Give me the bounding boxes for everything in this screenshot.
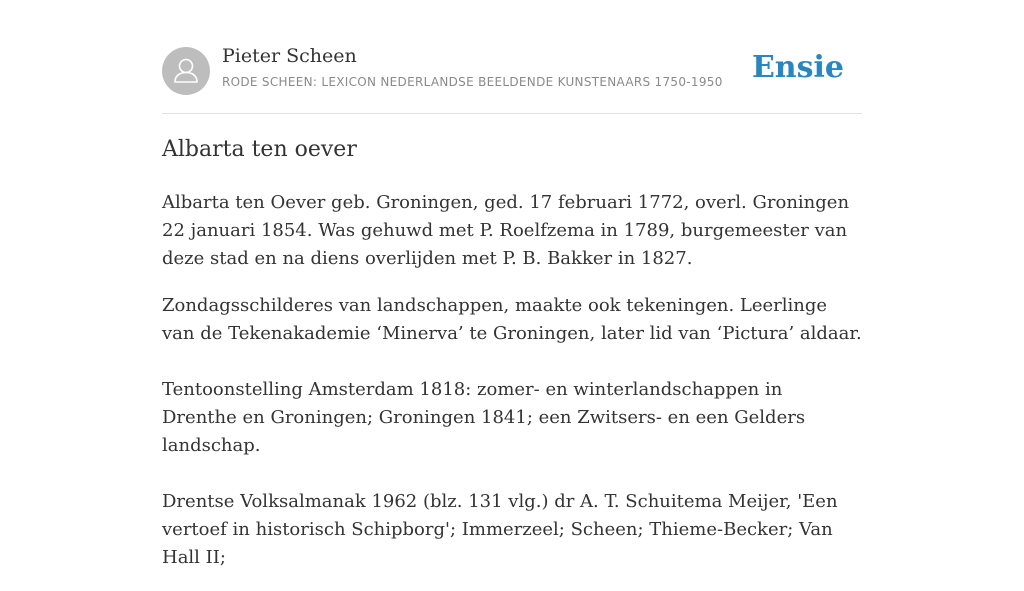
author-name[interactable]: Pieter Scheen xyxy=(222,45,357,67)
article-header xyxy=(162,0,862,114)
article-body xyxy=(162,189,862,591)
content-column xyxy=(162,0,862,568)
user-icon xyxy=(162,47,210,95)
paragraph-exhibitions: Tentoonstelling Amsterdam 1818: zomer- en winterlandschappen in Drenthe en Groningen; Groningen 1841; een Zwitsers- en een Gelders landschap. xyxy=(162,379,806,456)
author-avatar[interactable] xyxy=(162,47,210,95)
paragraph-biography: Albarta ten Oever geb. Groningen, ged. 17 februari 1772, overl. Groningen 22 januari 1854. Was gehuwd met P. Roelfzema in 1789, burgemeester van deze stad en na diens overlijden met P. B. Bakker in 1827. xyxy=(162,192,850,269)
paragraph-training: Zondagsschilderes van landschappen, maakte ook tekeningen. Leerlinge van de Tekenakademie ‘Minerva’ te Groningen, later lid van ‘Pictura’ aldaar. xyxy=(162,295,862,344)
article-title: Albarta ten oever xyxy=(162,137,357,162)
ensie-logo[interactable]: Ensie xyxy=(751,50,844,85)
source-title[interactable]: RODE SCHEEN: LEXICON NEDERLANDSE BEELDENDE KUNSTENAARS 1750-1950 xyxy=(222,75,723,89)
paragraph-references: Drentse Volksalmanak 1962 (blz. 131 vlg.) dr A. T. Schuitema Meijer, 'Een vertoef in historisch Schipborg'; Immerzeel; Scheen; Thieme-Becker; Van Hall II; xyxy=(162,491,838,568)
